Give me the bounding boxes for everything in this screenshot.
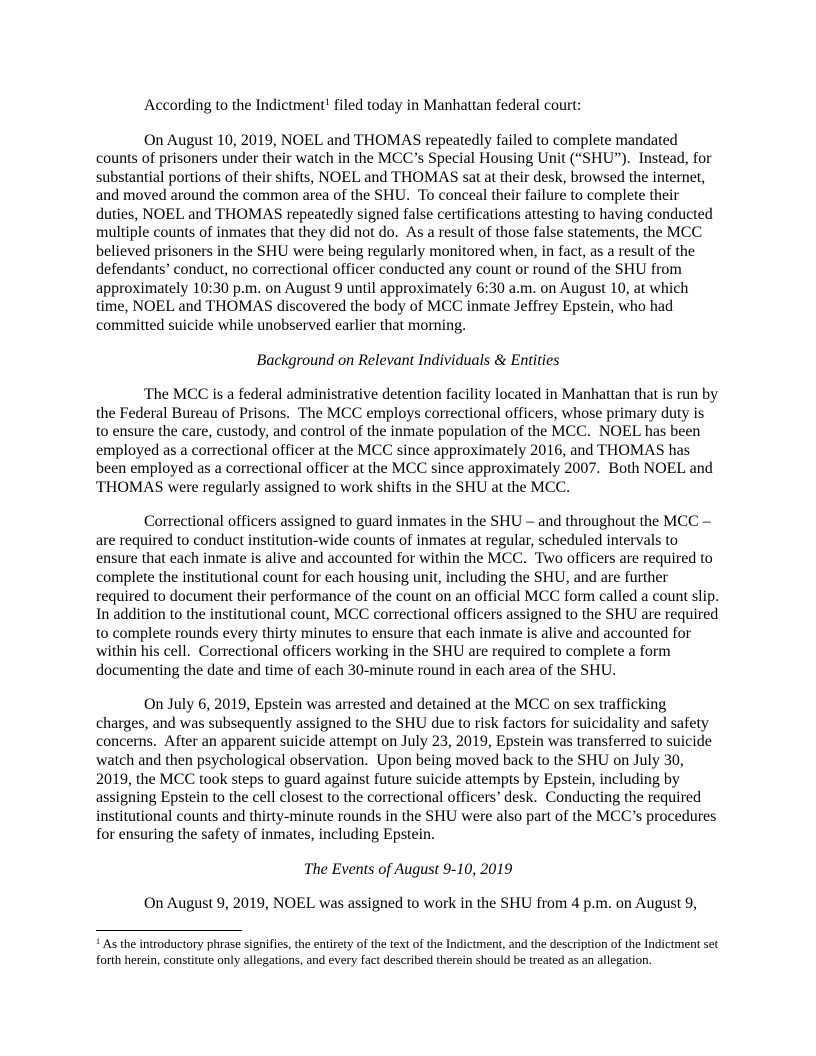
footnote-separator-line [96, 930, 242, 931]
footnote-reference-marker: 1 [324, 97, 330, 109]
paragraph-mcc-background: The MCC is a federal administrative detention facility located in Manhattan that is run by the Federal Bureau of Prisons. The MCC employs correctional officers, whose primary duty is to ensure the care, custody, and control of the inmate population of the MCC. NOEL has been employed as a correctional officer at the MCC since approximately 2016, and THOMAS has been employed as a correctional officer at the MCC since approximately 2007. Both NOEL and THOMAS were regularly assigned to work shifts in the SHU at the MCC. [96, 386, 723, 496]
intro-text-after: filed today in Manhattan federal court: [329, 97, 582, 114]
intro-paragraph [96, 97, 720, 116]
footnote-text: As the introductory phrase signifies, the entirety of the text of the Indictment, and the description of the Indictment set forth herein, constitute only allegations, and every fact described therein should be treated as an allegation. [96, 935, 719, 967]
paragraph-august-9-assignment: On August 9, 2019, NOEL was assigned to work in the SHU from 4 p.m. on August 9, [144, 895, 698, 913]
paragraph-epstein-history: On July 6, 2019, Epstein was arrested and detained at the MCC on sex trafficking charges, and was subsequently assigned to the SHU due to risk factors for suicidality and safety concerns. After an apparent suicide attempt on July 23, 2019, Epstein was transferred to suicide watch and then psychological observation. Upon being moved back to the SHU on July 30, 2019, the MCC took steps to guard against future suicide attempts by Epstein, including by assigning Epstein to the cell closest to the correctional officers’ desk. Conducting the required institutional counts and thirty-minute rounds in the SHU were also part of the MCC’s procedures for ensuring the safety of inmates, including Epstein. [96, 696, 721, 844]
footnote-number: 1 [96, 936, 101, 946]
heading-events-august-9-10: The Events of August 9-10, 2019 [303, 860, 513, 878]
intro-text-before: According to the Indictment [144, 97, 325, 114]
heading-background-individuals-entities: Background on Relevant Individuals & Entities [256, 351, 560, 369]
footnote-area [96, 930, 720, 968]
paragraph-count-procedures: Correctional officers assigned to guard inmates in the SHU – and throughout the MCC – are required to conduct institution-wide counts of inmates at regular, scheduled intervals to ensure that each inmate is alive and accounted for within the MCC. Two officers are required to complete the institutional count for each housing unit, including the SHU, and are further required to document their performance of the count on an official MCC form called a count slip. In addition to the institutional count, MCC correctional officers assigned to the SHU are required to complete rounds every thirty minutes to ensure that each inmate is alive and accounted for within his cell. Correctional officers working in the SHU are required to complete a form documenting the date and time of each 30-minute round in each area of the SHU. [96, 513, 728, 679]
paragraph-august-10-failures: On August 10, 2019, NOEL and THOMAS repeatedly failed to complete mandated counts of prisoners under their watch in the MCC’s Special Housing Unit (“SHU”). Instead, for substantial portions of their shifts, NOEL and THOMAS sat at their desk, browsed the internet, and moved around the common area of the SHU. To conceal their failure to complete their duties, NOEL and THOMAS repeatedly signed false certifications attesting to having conducted multiple counts of inmates that they did not do. As a result of those false statements, the MCC believed prisoners in the SHU were being regularly monitored when, in fact, as a result of the defendants’ conduct, no correctional officer conducted any count or round of the SHU from approximately 10:30 p.m. on August 9 until approximately 6:30 a.m. on August 10, at which time, NOEL and THOMAS discovered the body of MCC inmate Jeffrey Epstein, who had committed suicide while unobserved earlier that morning. [96, 131, 717, 335]
footnote-1 [96, 936, 720, 968]
